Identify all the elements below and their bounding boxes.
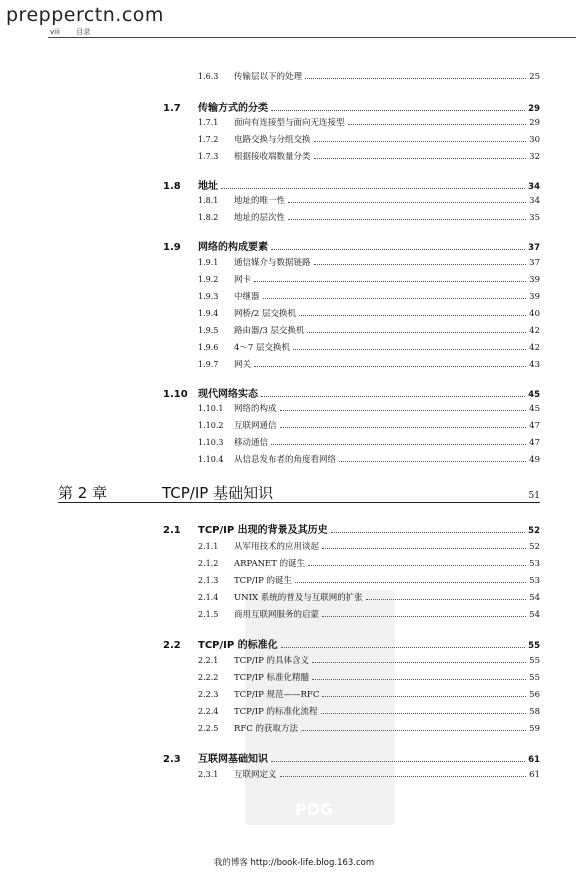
toc-entry-sub[interactable]	[198, 133, 540, 145]
toc-entry-number: 1.10.2	[198, 421, 224, 430]
toc-entry-sub[interactable]	[198, 307, 540, 319]
toc-entry-page: 42	[529, 343, 540, 353]
toc-entry-sub[interactable]	[198, 453, 540, 465]
toc-entry-title: 路由器/3 层交换机	[234, 326, 305, 336]
toc-entry-page: 30	[529, 135, 540, 145]
toc-entry-sub[interactable]	[198, 150, 540, 162]
toc-entry-title: 商用互联网服务的启蒙	[234, 610, 320, 620]
toc-entry-title: 互联网通信	[234, 421, 277, 431]
dot-leader	[314, 158, 527, 159]
toc-entry-page: 29	[529, 118, 540, 128]
dot-leader	[305, 78, 526, 79]
toc-entry-page: 61	[529, 770, 540, 780]
toc-entry-page: 45	[528, 390, 540, 400]
toc-entry-sub[interactable]	[198, 116, 540, 128]
toc-entry-sec[interactable]	[163, 521, 540, 536]
toc-entry-number: 1.8.2	[198, 213, 219, 222]
toc-entry-title: 电路交换与分组交换	[234, 135, 311, 145]
toc-entry-page: 34	[528, 182, 540, 192]
toc-entry-page: 61	[528, 755, 540, 765]
toc-entry-number: 1.9.3	[198, 292, 219, 301]
toc-entry-title: TCP/IP 出现的背景及其历史	[198, 525, 328, 536]
toc-entry-number: 2.3.1	[198, 770, 219, 779]
toc-entry-number: 2.2.3	[198, 690, 219, 699]
toc-entry-title: 根据接收端数量分类	[234, 152, 311, 162]
toc-entry-number: 1.9.6	[198, 343, 219, 352]
toc-entry-title: 面向有连接型与面向无连接型	[234, 118, 345, 128]
dot-leader	[254, 366, 526, 367]
toc-entry-sub[interactable]	[198, 574, 540, 586]
dot-leader	[288, 202, 526, 203]
toc-entry-number: 1.10	[163, 389, 188, 400]
toc-entry-sub[interactable]	[198, 688, 540, 700]
toc-entry-page: 42	[529, 326, 540, 336]
header-rule	[48, 37, 576, 38]
toc-entry-number: 1.9	[163, 242, 181, 253]
pdg-stamp-label: PDG	[295, 800, 334, 819]
toc-entry-title: 地址的唯一性	[234, 196, 286, 206]
dot-leader	[322, 548, 526, 549]
dot-leader	[271, 761, 525, 762]
toc-entry-page: 58	[529, 707, 540, 717]
toc-entry-title: 传输层以下的处理	[234, 72, 303, 82]
toc-entry-title: 4～7 层交换机	[234, 343, 291, 353]
toc-entry-number: 1.9.7	[198, 360, 219, 369]
toc-entry-sub[interactable]	[198, 194, 540, 206]
toc-entry-sec[interactable]	[163, 238, 540, 253]
dot-leader	[321, 713, 527, 714]
dot-leader	[299, 315, 526, 316]
dot-leader	[288, 219, 526, 220]
dot-leader	[348, 124, 527, 125]
toc-entry-page: 55	[529, 656, 540, 666]
dot-leader	[301, 730, 526, 731]
toc-entry-page: 53	[529, 559, 540, 569]
toc-entry-page: 40	[529, 309, 540, 319]
toc-entry-title: 网桥/2 层交换机	[234, 309, 296, 319]
dot-leader	[331, 532, 525, 533]
toc-entry-title: 现代网络实态	[198, 389, 258, 400]
dot-leader	[221, 188, 525, 189]
dot-leader	[281, 647, 525, 648]
toc-entry-title: 地址的层次性	[234, 213, 286, 223]
toc-entry-sub[interactable]	[198, 705, 540, 717]
toc-entry-page: 51	[528, 491, 540, 501]
toc-entry-title: 网络的构成	[234, 404, 277, 414]
toc-entry-title: 互联网基础知识	[198, 754, 268, 765]
toc-entry-number: 第 2 章	[58, 484, 108, 502]
dot-leader	[322, 696, 526, 697]
toc-entry-number: 1.7	[163, 103, 181, 114]
toc-entry-title: ARPANET 的诞生	[234, 559, 306, 569]
toc-entry-title: TCP/IP 标准化精髓	[234, 673, 310, 683]
toc-entry-page: 47	[529, 438, 540, 448]
toc-entry-number: 1.6.3	[198, 72, 219, 81]
toc-entry-page: 45	[529, 404, 540, 414]
toc-entry-title: RFC 的获取方法	[234, 724, 299, 734]
dot-leader	[280, 427, 527, 428]
toc-entry-number: 2.2.4	[198, 707, 219, 716]
toc-entry-number: 2.1.1	[198, 542, 219, 551]
toc-entry-number: 1.10.4	[198, 455, 224, 464]
toc-entry-title: UNIX 系统的普及与互联网的扩张	[234, 593, 363, 603]
toc-entry-title: TCP/IP 的标准化	[198, 640, 278, 651]
toc-entry-page: 56	[529, 690, 540, 700]
toc-entry-sec[interactable]	[163, 385, 540, 400]
toc-entry-page: 29	[528, 104, 540, 114]
toc-entry-number: 2.1.3	[198, 576, 219, 585]
toc-entry-title: TCP/IP 规范——RFC	[234, 690, 320, 700]
toc-entry-title: 传输方式的分类	[198, 103, 268, 114]
toc-entry-sec[interactable]	[163, 636, 540, 651]
toc-entry-title: 网卡	[234, 275, 252, 285]
toc-entry-page: 35	[529, 213, 540, 223]
toc-entry-sub[interactable]	[198, 768, 540, 780]
toc-entry-number: 1.10.3	[198, 438, 224, 447]
toc-entry-sub[interactable]	[198, 290, 540, 302]
toc-entry-title: 从信息发布者的角度看网络	[234, 455, 337, 465]
dot-leader	[366, 599, 526, 600]
toc-entry-page: 52	[529, 542, 540, 552]
toc-entry-title: TCP/IP 的标准化流程	[234, 707, 318, 717]
dot-leader	[293, 349, 526, 350]
dot-leader	[339, 461, 526, 462]
toc-entry-page: 25	[529, 72, 540, 82]
toc-entry-page: 37	[529, 258, 540, 268]
watermark-text: prepperctn.com	[6, 4, 164, 26]
toc-entry-sec[interactable]	[163, 177, 540, 192]
dot-leader	[322, 616, 526, 617]
toc-entry-sub[interactable]	[198, 273, 540, 285]
toc-entry-sec[interactable]	[163, 750, 540, 765]
toc-entry-number: 1.7.2	[198, 135, 219, 144]
toc-entry-chap[interactable]	[58, 482, 540, 503]
toc-entry-page: 54	[529, 610, 540, 620]
toc-entry-page: 43	[529, 360, 540, 370]
toc-entry-page: 49	[529, 455, 540, 465]
toc-entry-page: 39	[529, 275, 540, 285]
toc-entry-sub[interactable]	[198, 256, 540, 268]
header-title: 目录	[76, 28, 91, 36]
dot-leader	[254, 281, 526, 282]
dot-leader	[307, 332, 526, 333]
toc-entry-title: 互联网定义	[234, 770, 277, 780]
toc-entry-title: 网关	[234, 360, 252, 370]
toc-entry-sub[interactable]	[198, 419, 540, 431]
toc-entry-sub[interactable]	[198, 211, 540, 223]
toc-entry-page: 52	[528, 526, 540, 536]
toc-entry-title: TCP/IP 基础知识	[162, 484, 274, 502]
toc-entry-title: TCP/IP 的诞生	[234, 576, 293, 586]
dot-leader	[280, 410, 527, 411]
toc-entry-page: 32	[529, 152, 540, 162]
toc-entry-number: 1.10.1	[198, 404, 224, 413]
dot-leader	[271, 110, 525, 111]
toc-entry-title: 中继器	[234, 292, 260, 302]
toc-entry-sub[interactable]	[198, 654, 540, 666]
toc-entry-sub[interactable]	[198, 671, 540, 683]
toc-entry-sub[interactable]	[198, 70, 540, 82]
toc-entry-sub[interactable]	[198, 722, 540, 734]
toc-entry-number: 1.9.2	[198, 275, 219, 284]
toc-entry-number: 2.1	[163, 525, 181, 536]
toc-entry-title: 从军用技术的应用谈起	[234, 542, 320, 552]
toc-entry-number: 1.7.1	[198, 118, 219, 127]
toc-entry-number: 2.3	[163, 754, 181, 765]
toc-entry-page: 54	[529, 593, 540, 603]
toc-entry-page: 37	[528, 243, 540, 253]
toc-entry-page: 55	[529, 673, 540, 683]
toc-entry-sub[interactable]	[198, 324, 540, 336]
header-page-number: viii	[50, 28, 60, 36]
dot-leader	[314, 264, 527, 265]
chapter-rule	[58, 502, 540, 503]
dot-leader	[271, 444, 526, 445]
dot-leader	[314, 141, 527, 142]
toc-entry-sub[interactable]	[198, 402, 540, 414]
toc-entry-page: 53	[529, 576, 540, 586]
toc-entry-page: 39	[529, 292, 540, 302]
toc-entry-number: 2.2.5	[198, 724, 219, 733]
dot-leader	[312, 679, 526, 680]
toc-entry-title: TCP/IP 的具体含义	[234, 656, 310, 666]
toc-entry-page: 59	[529, 724, 540, 734]
dot-leader	[261, 396, 525, 397]
toc-entry-number: 1.9.4	[198, 309, 219, 318]
toc-entry-number: 1.7.3	[198, 152, 219, 161]
dot-leader	[263, 298, 527, 299]
toc-entry-page: 55	[528, 641, 540, 651]
toc-entry-number: 1.8	[163, 181, 181, 192]
toc-entry-title: 网络的构成要素	[198, 242, 268, 253]
toc-entry-number: 2.2.2	[198, 673, 219, 682]
toc-entry-title: 地址	[198, 181, 218, 192]
toc-entry-number: 2.1.2	[198, 559, 219, 568]
toc-entry-page: 34	[529, 196, 540, 206]
toc-entry-sub[interactable]	[198, 436, 540, 448]
toc-entry-number: 2.1.4	[198, 593, 219, 602]
toc-entry-number: 1.9.1	[198, 258, 219, 267]
dot-leader	[308, 565, 526, 566]
toc-entry-number: 2.1.5	[198, 610, 219, 619]
toc-entry-sub[interactable]	[198, 341, 540, 353]
toc-entry-sub[interactable]	[198, 540, 540, 552]
toc-entry-sub[interactable]	[198, 557, 540, 569]
running-header	[50, 27, 90, 37]
dot-leader	[295, 582, 526, 583]
toc-entry-page: 47	[529, 421, 540, 431]
toc-entry-number: 1.8.1	[198, 196, 219, 205]
toc-entry-sub[interactable]	[198, 358, 540, 370]
toc-entry-sub[interactable]	[198, 591, 540, 603]
toc-entry-title: 移动通信	[234, 438, 269, 448]
toc-entry-sub[interactable]	[198, 608, 540, 620]
dot-leader	[280, 776, 527, 777]
toc-entry-sec[interactable]	[163, 99, 540, 114]
toc-entry-title: 通信媒介与数据链路	[234, 258, 311, 268]
footer-blog-link[interactable]: 我的博客 http://book-life.blog.163.com	[213, 858, 375, 868]
dot-leader	[271, 249, 525, 250]
toc-entry-number: 2.2	[163, 640, 181, 651]
toc-entry-number: 1.9.5	[198, 326, 219, 335]
dot-leader	[312, 662, 526, 663]
toc-entry-number: 2.2.1	[198, 656, 219, 665]
